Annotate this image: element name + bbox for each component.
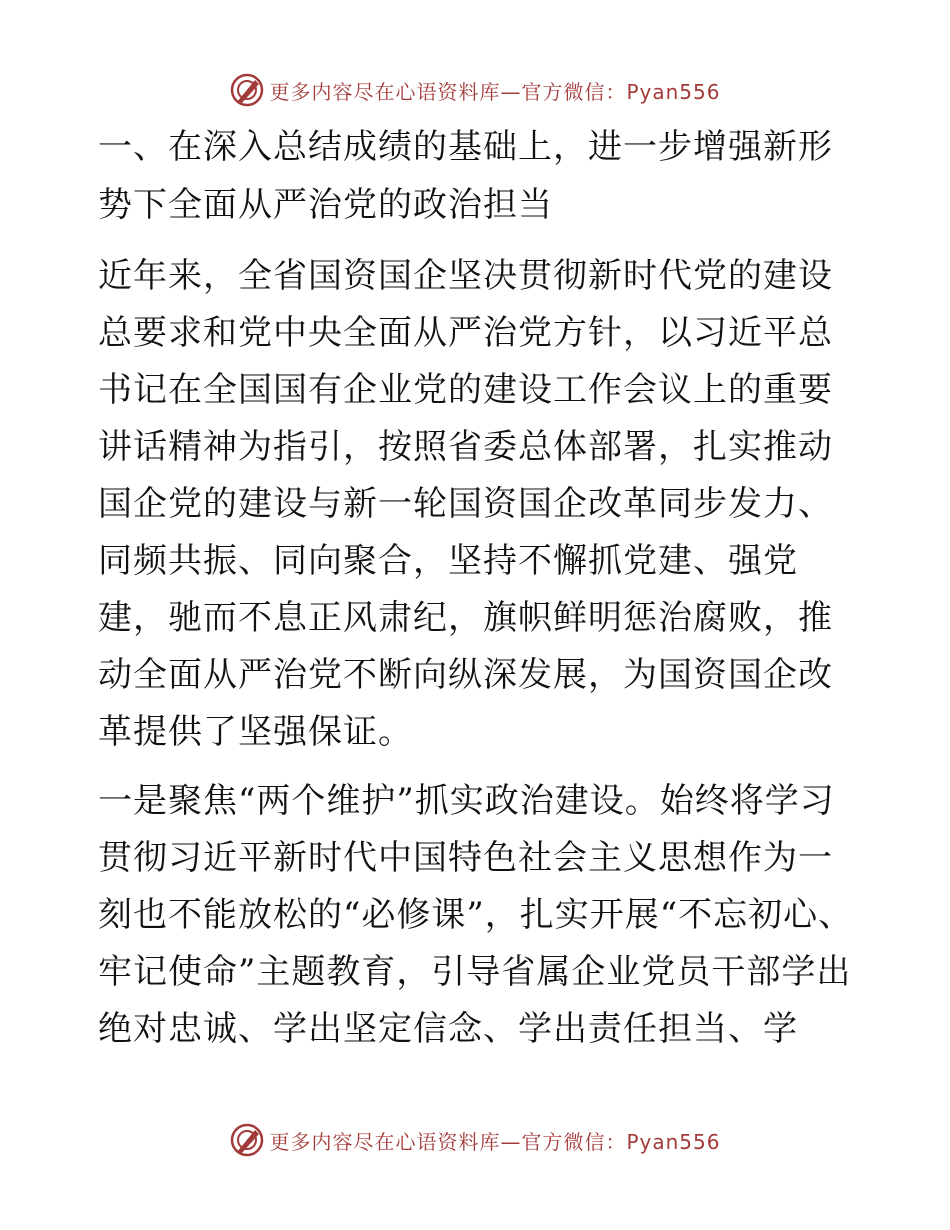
paragraph-1: 近年来，全省国资国企坚决贯彻新时代党的建设总要求和党中央全面从严治党方针，以习近平总书记在全国国有企业党的建设工作会议上的重要讲话精神为指引，按照省委总体部署，扎实推动国企党的建设与新一轮国资国企改革同步发力、同频共振、同向聚合，坚持不懈抓党建、强党建，驰而不息正风肃纪，旗帜鲜明惩治腐败，推动全面从严治党不断向纵深发展，为国资国企改革提供了坚强保证。 <box>98 256 833 752</box>
header-watermark-banner <box>0 70 950 110</box>
document-body <box>98 118 858 1070</box>
footer-watermark-banner <box>0 1120 950 1160</box>
pen-logo-icon <box>229 1122 265 1158</box>
banner-text: 更多内容尽在心语资料库—官方微信：Pyan556 <box>269 1129 721 1154</box>
banner-text: 更多内容尽在心语资料库—官方微信：Pyan556 <box>269 79 721 104</box>
section-heading: 一、在深入总结成绩的基础上，进一步增强新形势下全面从严治党的政治担当 <box>98 127 833 225</box>
paragraph-2: 一是聚焦“两个维护”抓实政治建设。始终将学习贯彻习近平新时代中国特色社会主义思想作为一刻也不能放松的“必修课”，扎实开展“不忘初心、牢记使命”主题教育，引导省属企业党员干部学出绝对忠诚、学出坚定信念、学出责任担当、学 <box>98 781 854 1049</box>
pen-logo-icon <box>229 72 265 108</box>
